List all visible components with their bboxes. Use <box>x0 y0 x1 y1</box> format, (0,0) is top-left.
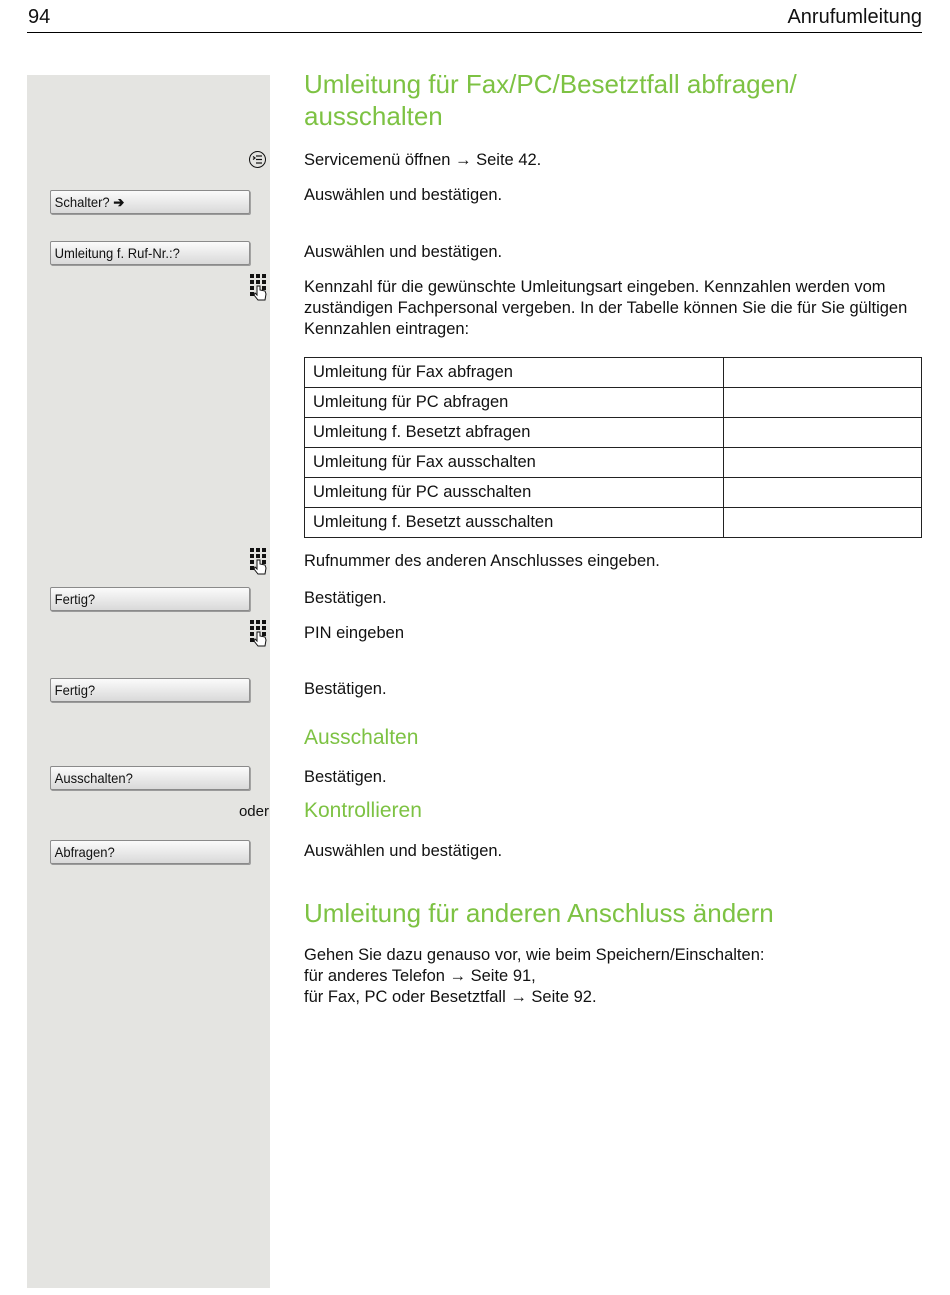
table-cell-label: Umleitung f. Besetzt ausschalten <box>305 508 724 538</box>
table-row <box>305 358 922 388</box>
table-cell-value <box>724 478 922 508</box>
section-title: Umleitung für anderen Anschluss ändern <box>304 898 774 928</box>
step-text: Bestätigen. <box>304 680 387 698</box>
step-text: PIN eingeben <box>304 624 404 642</box>
body-text: für anderes Telefon → Seite 91, <box>304 967 536 985</box>
table-row <box>305 478 922 508</box>
step-text: Bestätigen. <box>304 589 387 607</box>
softkey-schalter[interactable] <box>50 190 250 214</box>
softkey-label: Ausschalten? <box>54 770 133 786</box>
table-cell-label: Umleitung für Fax ausschalten <box>305 448 724 478</box>
table-cell-value <box>724 448 922 478</box>
page-number: 94 <box>28 6 51 28</box>
softkey-ausschalten[interactable] <box>50 766 250 790</box>
softkey-label: Fertig? <box>54 591 96 607</box>
step-text: Rufnummer des anderen Anschlusses eingeben. <box>304 552 660 570</box>
step-text: Auswählen und bestätigen. <box>304 243 503 261</box>
table-cell-value <box>724 388 922 418</box>
softkey-label: Schalter? <box>54 194 110 210</box>
softkey-label: Fertig? <box>54 682 96 698</box>
table-cell-label: Umleitung f. Besetzt abfragen <box>305 418 724 448</box>
table-cell-value <box>724 358 922 388</box>
step-text: Servicemenü öffnen → Seite 42. <box>304 151 542 169</box>
softkey-label: Abfragen? <box>54 844 115 860</box>
table-cell-value <box>724 418 922 448</box>
softkey-fertig[interactable] <box>50 678 250 702</box>
table-cell-label: Umleitung für PC abfragen <box>305 388 724 418</box>
keypad-icon <box>249 273 269 301</box>
body-text: für Fax, PC oder Besetztfall → Seite 92. <box>304 988 597 1006</box>
table-row <box>305 508 922 538</box>
softkey-abfragen[interactable] <box>50 840 250 864</box>
step-text: Bestätigen. <box>304 768 387 786</box>
oder-label: oder <box>238 803 269 820</box>
body-text: Gehen Sie dazu genauso vor, wie beim Speichern/Einschalten: <box>304 946 765 964</box>
subsection-title: Ausschalten <box>304 726 419 749</box>
subsection-title: Kontrollieren <box>304 799 422 822</box>
table-cell-label: Umleitung für PC ausschalten <box>305 478 724 508</box>
softkey-fertig[interactable] <box>50 587 250 611</box>
step-text: Auswählen und bestätigen. <box>304 842 503 860</box>
step-text: Kennzahl für die gewünschte Umleitungsart eingeben. Kennzahlen werden vom zuständigen Fachpersonal vergeben. In der Tabelle können Sie die für Sie gültigen Kennzahlen eintragen: <box>304 278 908 338</box>
table-row <box>305 448 922 478</box>
code-table <box>304 357 922 538</box>
right-arrow-icon: ➔ <box>113 193 125 210</box>
step-text: Auswählen und bestätigen. <box>304 186 503 204</box>
table-cell-value <box>724 508 922 538</box>
section-title: Umleitung für Fax/PC/Besetztfall abfragen/ ausschalten <box>304 69 797 131</box>
service-menu-icon <box>249 151 266 168</box>
table-row <box>305 388 922 418</box>
keypad-icon <box>249 547 269 575</box>
softkey-label: Umleitung f. Ruf-Nr.:? <box>54 245 180 261</box>
table-cell-label: Umleitung für Fax abfragen <box>305 358 724 388</box>
table-row <box>305 418 922 448</box>
softkey-umleitung-ruf-nr[interactable] <box>50 241 250 265</box>
chapter-title: Anrufumleitung <box>787 6 922 28</box>
keypad-icon <box>249 619 269 647</box>
header-divider <box>27 32 922 33</box>
